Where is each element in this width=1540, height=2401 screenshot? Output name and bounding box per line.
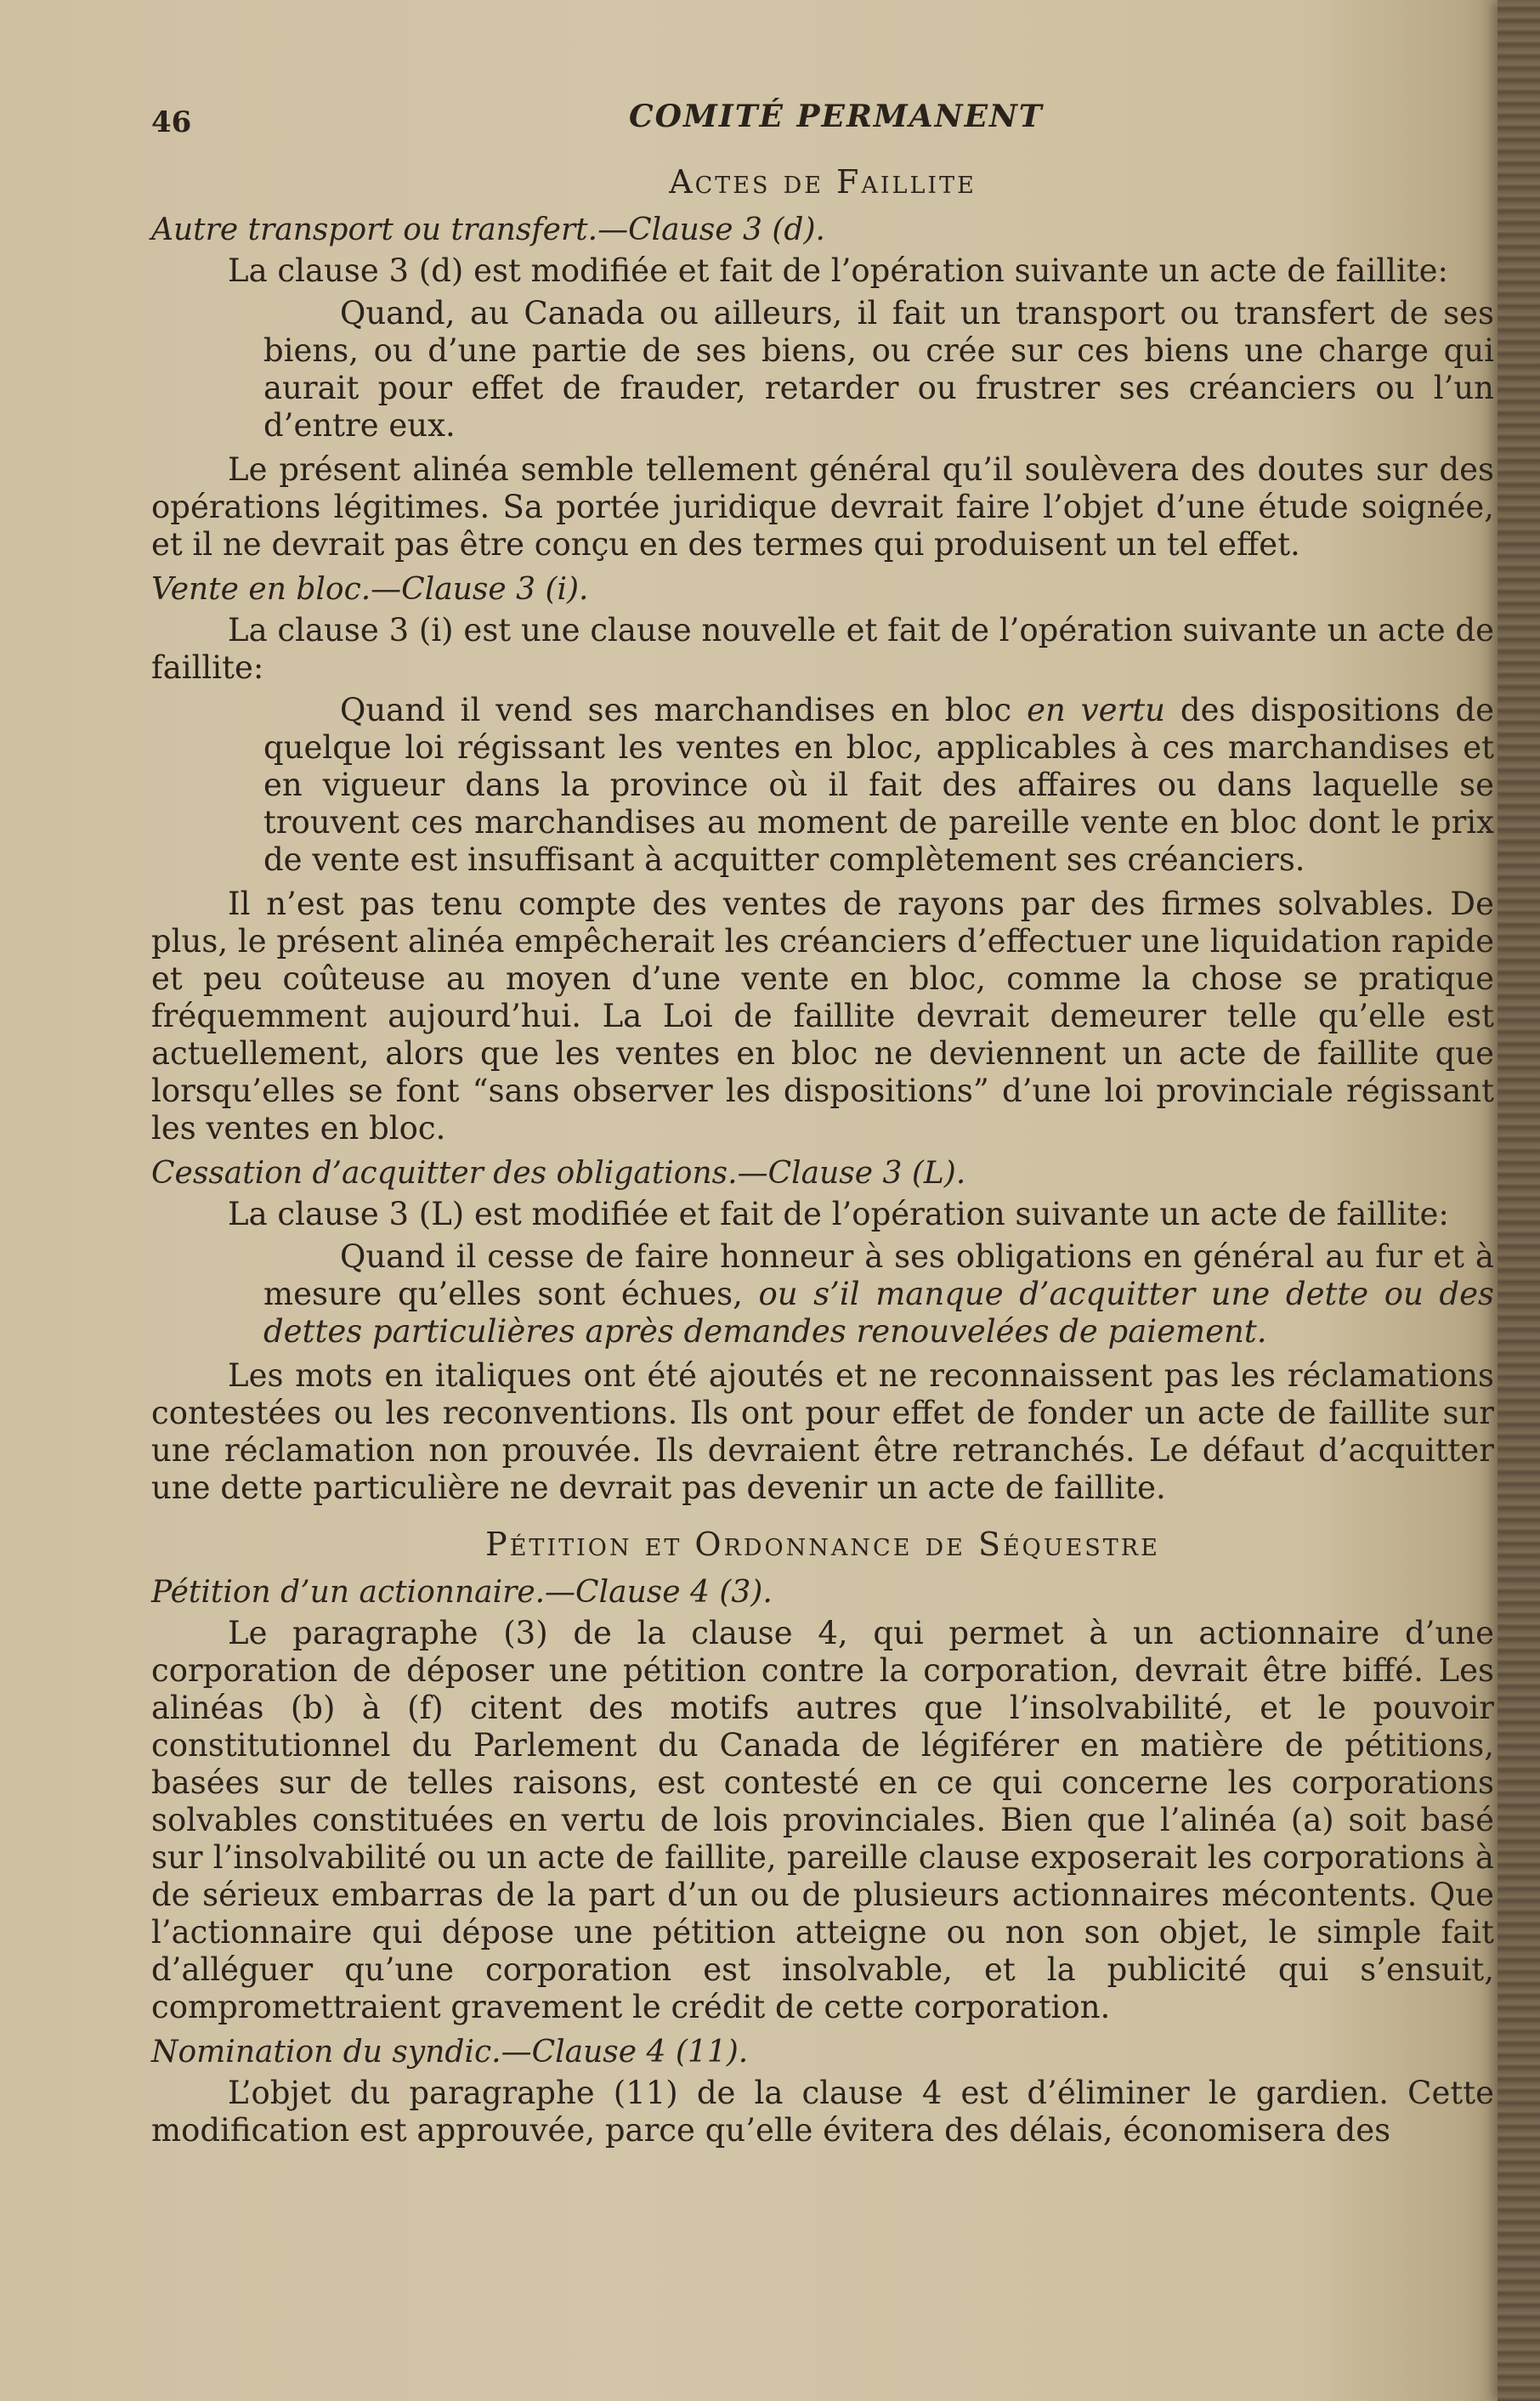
paragraph: Le paragraphe (3) de la clause 4, qui permet à un actionnaire d’une corporation de déposer une pétition contre la corporation, devrait être biffé. Les alinéas (b) à (f) citent des motifs autres que l’insolvabilité, et le pouvoir constitutionnel du Parlement du Canada de légiférer en matière de pétitions, basées sur de telles raisons, est contesté en ce qui concerne les corporations solvables constituées en vertu de lois provinciales. Bien que l’alinéa (a) soit basé sur l’insolvabilité ou un acte de faillite, pareille clause exposerait les corporations à de sérieux embarras de la part d’un ou de plusieurs actionnaires mécontents. Que l’actionnaire qui dépose une pétition atteigne ou non son objet, le simple fait d’alléguer qu’une corporation est insolvable, et la publicité qui s’ensuit, compromettraient gravement le crédit de cette corporation. [151,1615,1494,2025]
quote-italic-text: ou s’il manque d’acquitter une dette ou des dettes particulières après demandes renouvelées de paiement. [263,1276,1494,1350]
quoted-clause [151,1238,1494,1351]
section-heading-actes-de-faillite: Actes de Faillite [669,163,977,201]
paragraph: La clause 3 (i) est une clause nouvelle et fait de l’opération suivante un acte de faillite: [151,612,1494,686]
quote-italic-text: en vertu [1027,692,1165,728]
paragraph: L’objet du paragraphe (11) de la clause 4 est d’éliminer le gardien. Cette modification est approuvée, parce qu’elle évitera des délais, économisera des [151,2075,1494,2149]
section-heading-petition: Pétition et Ordonnance de Séquestre [485,1526,1160,1563]
quoted-clause: Quand, au Canada ou ailleurs, il fait un transport ou transfert de ses biens, ou d’une partie de ses biens, ou crée sur ces biens une charge qui aurait pour effet de frauder, retarder ou frustrer ses créanciers ou l’un d’entre eux. [263,295,1494,444]
page-content [151,93,1494,2155]
book-binding-edge [1498,0,1540,2401]
quote-text: des dispositions de quelque loi régissant les ventes en bloc, applicables à ces marchandises et en vigueur dans la province où il fait des affaires ou dans laquelle se trouvent ces marchandises au moment de pareille vente en bloc dont le prix de vente est insuffisant à acquitter complètement ses créanciers. [263,692,1494,878]
paragraph: Le présent alinéa semble tellement général qu’il soulèvera des doutes sur des opérations légitimes. Sa portée juridique devrait faire l’objet d’une étude soignée, et il ne devrait pas être conçu en des termes qui produisent un tel effet. [151,451,1494,563]
subheading-autre-transport: Autre transport ou transfert.—Clause 3 (d). [151,212,825,247]
paragraph: La clause 3 (L) est modifiée et fait de l’opération suivante un acte de faillite: [228,1196,1449,1232]
paragraph: Il n’est pas tenu compte des ventes de rayons par des firmes solvables. De plus, le présent alinéa empêcherait les créanciers d’effectuer une liquidation rapide et peu coûteuse au moyen d’une vente en bloc, comme la chose se pratique fréquemment aujourd’hui. La Loi de faillite devrait demeurer telle qu’elle est actuellement, alors que les ventes en bloc ne deviennent un acte de faillite que lorsqu’elles se font “sans observer les dispositions” d’une loi provinciale régissant les ventes en bloc. [151,886,1494,1147]
page-number: 46 [151,105,192,139]
paragraph: Les mots en italiques ont été ajoutés et ne reconnaissent pas les réclamations contestées ou les reconventions. Ils ont pour effet de fonder un acte de faillite sur une réclamation non prouvée. Ils devraient être retranchés. Le défaut d’acquitter une dette particulière ne devrait pas devenir un acte de faillite. [151,1357,1494,1506]
subheading-nomination-syndic: Nomination du syndic.—Clause 4 (11). [151,2035,749,2070]
quoted-clause [151,692,1494,879]
quote-text: Quand il vend ses marchandises en bloc [340,692,1028,728]
quote-text: Quand il cesse de faire honneur à ses obligations en général au fur et à mesure qu’elles sont échues, [263,1238,1494,1312]
subheading-cessation: Cessation d’acquitter des obligations.—Clause 3 (L). [151,1156,966,1191]
paragraph: La clause 3 (d) est modifiée et fait de l’opération suivante un acte de faillite: [228,252,1448,289]
subheading-petition-actionnaire: Pétition d’un actionnaire.—Clause 4 (3). [151,1575,773,1610]
subheading-vente-en-bloc: Vente en bloc.—Clause 3 (i). [151,572,589,607]
running-header [151,93,1494,144]
header-title: COMITÉ PERMANENT [629,99,1044,134]
